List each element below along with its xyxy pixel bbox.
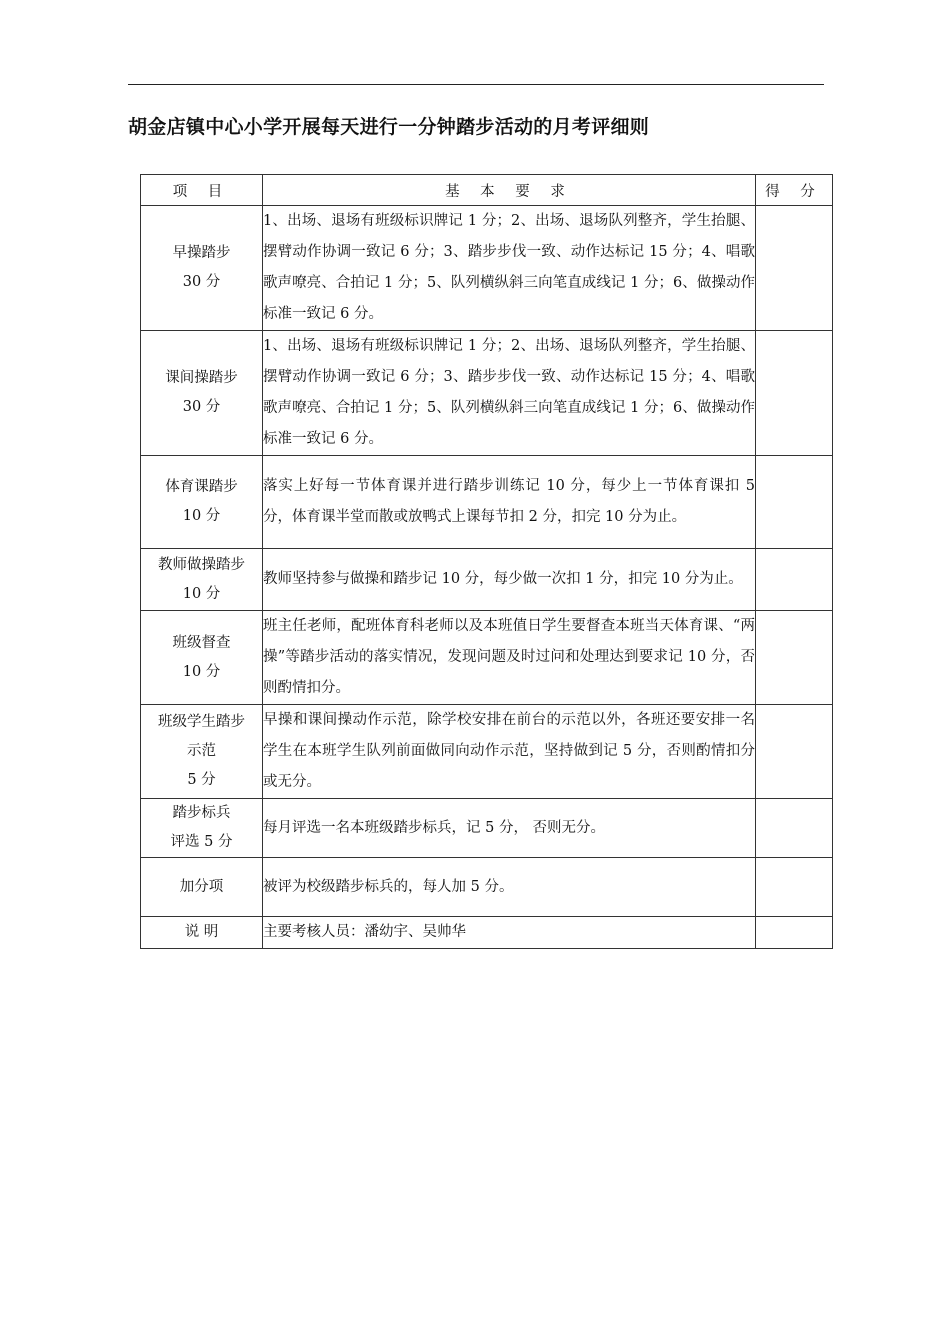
row-item: [141, 799, 263, 858]
table-row: [141, 705, 833, 799]
table-row: [141, 917, 833, 949]
row-requirement: 班主任老师，配班体育科老师以及本班值日学生要督查本班当天体育课、“两操”等踏步活动的落实情况，发现问题及时过问和处理达到要求记 10 分，否则酌情扣分。: [263, 611, 756, 705]
item-label-line: 踏步标兵: [172, 805, 231, 821]
item-label-line: 30 分: [182, 274, 221, 290]
header-rule: [128, 84, 824, 85]
row-item: [141, 917, 263, 949]
table-row: [141, 799, 833, 858]
row-requirement: 落实上好每一节体育课并进行踏步训练记 10 分，每少上一节体育课扣 5 分，体育课半堂而散或放鸭式上课每节扣 2 分，扣完 10 分为止。: [263, 456, 756, 549]
row-item: [141, 331, 263, 456]
table-row: [141, 858, 833, 917]
row-item: [141, 858, 263, 917]
row-score: [756, 206, 833, 331]
item-label-line: 5 分: [187, 772, 216, 788]
item-label-line: 10 分: [182, 663, 221, 680]
table-row: [141, 331, 833, 456]
item-label-line: 示范: [187, 743, 216, 759]
item-label-line: 班级学生踏步: [158, 714, 245, 730]
item-label-line: 10 分: [182, 508, 221, 524]
table-row: [141, 206, 833, 331]
row-score: [756, 858, 833, 917]
row-score: [756, 917, 833, 949]
item-label-line: 体育课踏步: [165, 479, 238, 495]
item-label-line: 课间操踏步: [165, 370, 238, 386]
row-score: [756, 799, 833, 858]
row-score: [756, 331, 833, 456]
item-label-line: 班级督查: [172, 634, 231, 651]
header-requirement: 基 本 要 求: [263, 175, 756, 206]
row-requirement: 每月评选一名本班级踏步标兵，记 5 分， 否则无分。: [263, 799, 756, 858]
header-item: 项 目: [141, 175, 263, 206]
item-label-line: 早操踏步: [172, 245, 231, 261]
item-label-line: 说 明: [184, 924, 219, 940]
item-label-line: 评选 5 分: [170, 834, 233, 850]
row-item: [141, 206, 263, 331]
row-item: [141, 456, 263, 549]
table-row: [141, 456, 833, 549]
item-label-line: 30 分: [182, 399, 221, 415]
table-row: [141, 549, 833, 611]
row-requirement: 早操和课间操动作示范，除学校安排在前台的示范以外，各班还要安排一名学生在本班学生队列前面做同向动作示范，坚持做到记 5 分，否则酌情扣分或无分。: [263, 705, 756, 799]
table-header-row: [141, 175, 833, 206]
row-item: [141, 549, 263, 611]
row-requirement: 主要考核人员：潘幼宇、吴帅华: [263, 917, 756, 949]
table-row: [141, 611, 833, 705]
row-requirement: 1、出场、退场有班级标识牌记 1 分；2、出场、退场队列整齐，学生抬腿、摆臂动作协调一致记 6 分；3、踏步步伐一致、动作达标记 15 分；4、唱歌歌声嘹亮、合拍记 1 分；5、队列横纵斜三向笔直成线记 1 分；6、做操动作标准一致记 6 分。: [263, 206, 756, 331]
item-label-line: 教师做操踏步: [158, 556, 245, 573]
header-score: 得 分: [756, 175, 833, 206]
row-item: [141, 705, 263, 799]
row-score: [756, 611, 833, 705]
item-label-line: 10 分: [182, 585, 221, 602]
item-label-line: 加分项: [179, 878, 224, 895]
row-item: [141, 611, 263, 705]
row-score: [756, 705, 833, 799]
evaluation-table: [140, 174, 833, 949]
row-requirement: 1、出场、退场有班级标识牌记 1 分；2、出场、退场队列整齐，学生抬腿、摆臂动作协调一致记 6 分；3、踏步步伐一致、动作达标记 15 分；4、唱歌歌声嘹亮、合拍记 1 分；5、队列横纵斜三向笔直成线记 1 分；6、做操动作标准一致记 6 分。: [263, 331, 756, 456]
row-score: [756, 456, 833, 549]
row-requirement: 教师坚持参与做操和踏步记 10 分，每少做一次扣 1 分，扣完 10 分为止。: [263, 549, 756, 611]
row-requirement: 被评为校级踏步标兵的，每人加 5 分。: [263, 858, 756, 917]
row-score: [756, 549, 833, 611]
document-title: 胡金店镇中心小学开展每天进行一分钟踏步活动的月考评细则: [128, 116, 650, 138]
